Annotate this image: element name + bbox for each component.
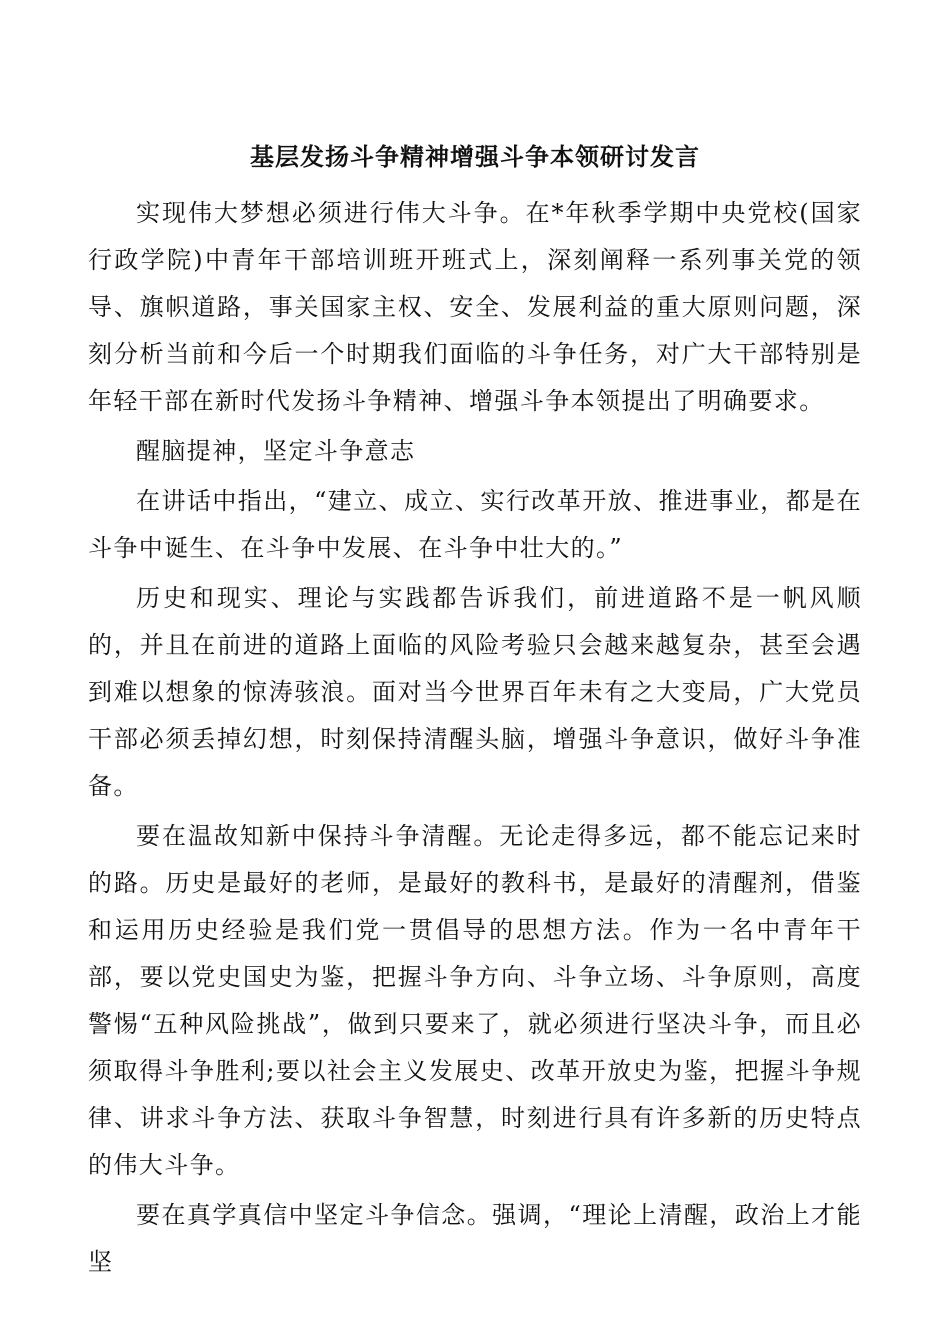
section-heading: 醒脑提神，坚定斗争意志 <box>136 437 416 465</box>
document-body <box>88 190 862 1289</box>
paragraph-intro: 实现伟大梦想必须进行伟大斗争。在*年秋季学期中央党校(国家行政学院)中青年干部培训班开班式上，深刻阐释一系列事关党的领导、旗帜道路，事关国家主权、安全、发展利益的重大原则问题，深刻分析当前和今后一个时期我们面临的斗争任务，对广大干部特别是年轻干部在新时代发扬斗争精神、增强斗争本领提出了明确要求。 <box>88 199 862 415</box>
paragraph-quote: 在讲话中指出，“建立、成立、实行改革开放、推进事业，都是在斗争中诞生、在斗争中发展、在斗争中壮大的。” <box>88 487 862 562</box>
paragraph-zhenxue: 要在真学真信中坚定斗争信念。强调，“理论上清醒，政治上才能坚 <box>88 1201 862 1276</box>
document-title: 基层发扬斗争精神增强斗争本领研讨发言 <box>250 142 700 171</box>
paragraph-history: 历史和现实、理论与实践都告诉我们，前进道路不是一帆风顺的，并且在前进的道路上面临的风险考验只会越来越复杂，甚至会遇到难以想象的惊涛骇浪。面对当今世界百年未有之大变局，广大党员干部必须丢掉幻想，时刻保持清醒头脑，增强斗争意识，做好斗争准备。 <box>88 584 862 800</box>
paragraph-wengu: 要在温故知新中保持斗争清醒。无论走得多远，都不能忘记来时的路。历史是最好的老师，是最好的教科书，是最好的清醒剂，借鉴和运用历史经验是我们党一贯倡导的思想方法。作为一名中青年干部，要以党史国史为鉴，把握斗争方向、斗争立场、斗争原则，高度警惕“五种风险挑战”，做到只要来了，就必须进行坚决斗争，而且必须取得斗争胜利;要以社会主义发展史、改革开放史为鉴，把握斗争规律、讲求斗争方法、获取斗争智慧，时刻进行具有许多新的历史特点的伟大斗争。 <box>88 822 862 1179</box>
